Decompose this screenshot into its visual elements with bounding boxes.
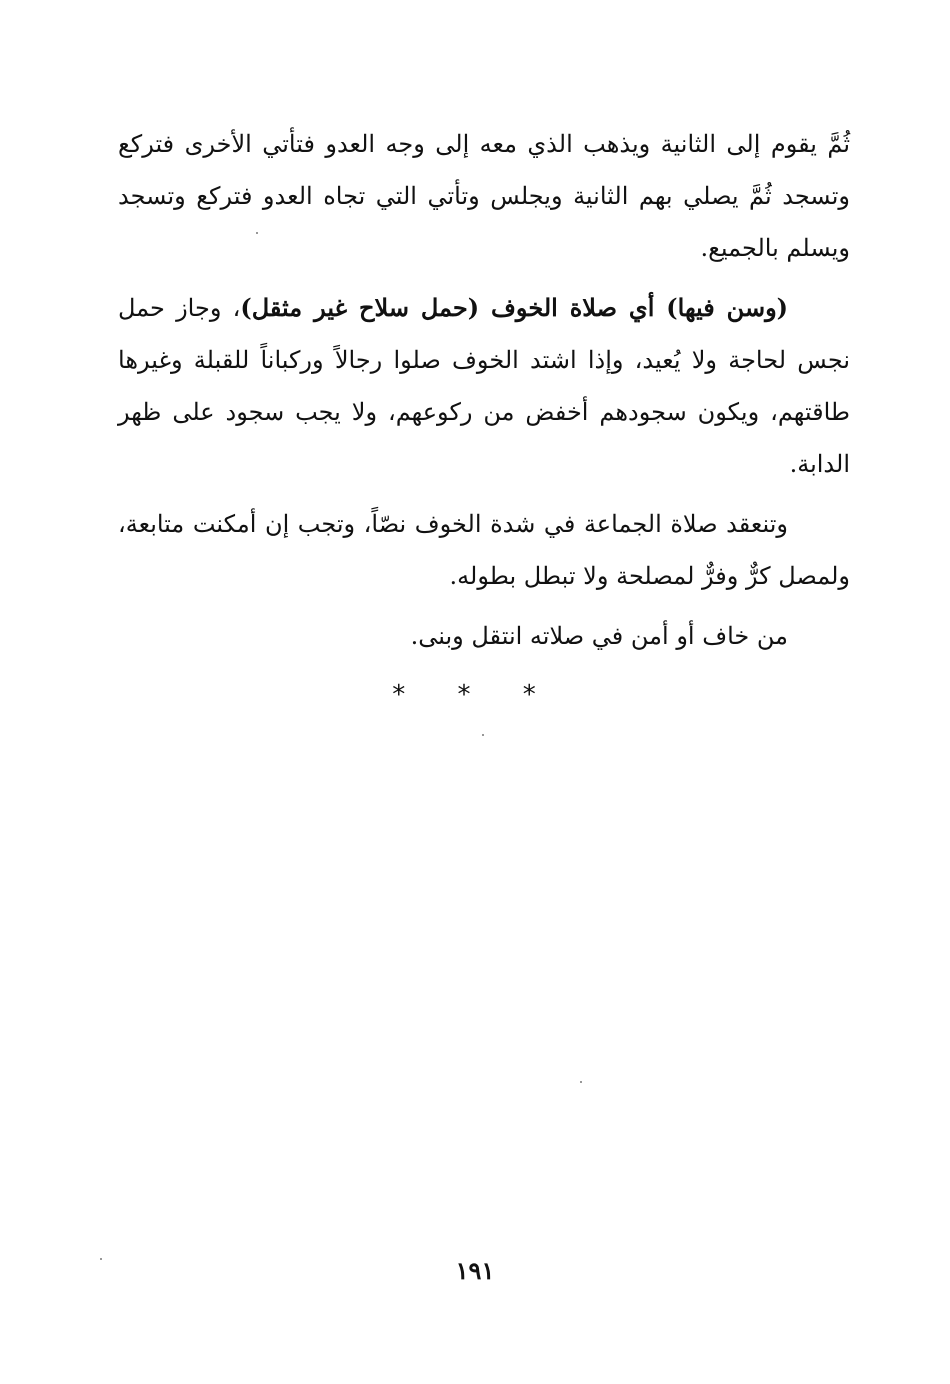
paragraph-1-text: ثُمَّ يقوم إلى الثانية ويذهب الذي معه إلى وجه العدو فتأتي الأخرى فتركع وتسجد ثُمَّ يصلي بهم الثانية ويجلس وتأتي التي تجاه العدو فتركع وتسجد ويسلم بالجميع. <box>118 130 850 262</box>
main-text <box>118 118 850 670</box>
paragraph-1 <box>118 118 850 274</box>
paragraph-2-text: ، وجاز حمل نجس لحاجة ولا يُعيد، وإذا اشتد الخوف صلوا رجالاً وركباناً للقبلة وغيرها طاقتهم، ويكون سجودهم أخفض من ركوعهم، ولا يجب سجود على ظهر الدابة. <box>118 294 850 478</box>
paragraph-2 <box>118 282 850 490</box>
paragraph-2-bold-text: (وسن فيها) أي صلاة الخوف (حمل سلاح غير مثقل) <box>240 293 789 322</box>
paragraph-4-text: من خاف أو أمن في صلاته انتقل وبنى. <box>410 622 788 650</box>
section-separator: * * * <box>392 680 558 710</box>
paragraph-3-text: وتنعقد صلاة الجماعة في شدة الخوف نصّاً، وتجب إن أمكنت متابعة، ولمصل كرٌّ وفرٌّ لمصلحة ولا تبطل بطوله. <box>118 510 850 590</box>
scan-speck <box>256 232 258 234</box>
paragraph-3 <box>118 498 850 602</box>
page-number: ١٩١ <box>455 1256 495 1285</box>
scan-speck <box>482 734 484 736</box>
scan-speck <box>100 1258 102 1260</box>
scan-speck <box>580 1081 582 1083</box>
paragraph-4 <box>118 610 850 662</box>
